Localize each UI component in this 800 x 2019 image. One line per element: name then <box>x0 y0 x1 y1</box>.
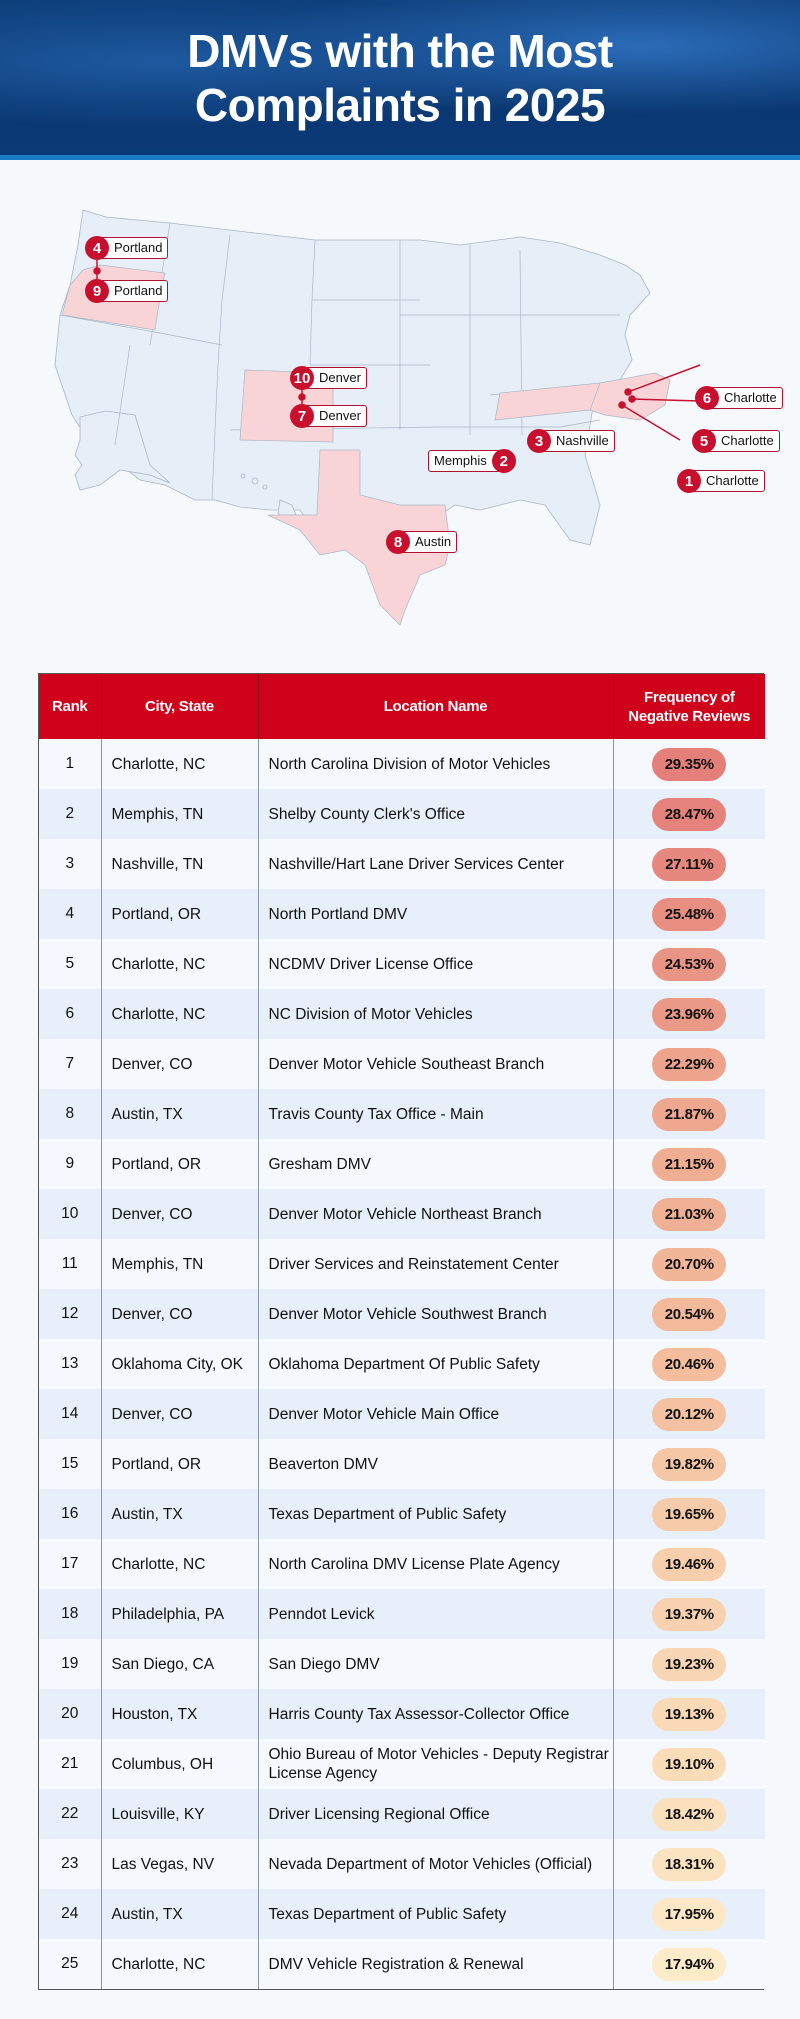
city-state-cell: Nashville, TN <box>101 839 258 889</box>
frequency-cell <box>613 1489 765 1539</box>
table-row <box>39 1439 765 1489</box>
frequency-cell <box>613 1939 765 1989</box>
rank-cell: 8 <box>39 1089 101 1139</box>
city-state-cell: Oklahoma City, OK <box>101 1339 258 1389</box>
frequency-pill: 19.37% <box>652 1598 726 1631</box>
table-row <box>39 1739 765 1789</box>
frequency-pill: 28.47% <box>652 798 726 831</box>
city-state-cell: Denver, CO <box>101 1389 258 1439</box>
location-name-cell: Gresham DMV <box>258 1139 613 1189</box>
frequency-cell <box>613 789 765 839</box>
location-name-cell: Oklahoma Department Of Public Safety <box>258 1339 613 1389</box>
rank-cell: 21 <box>39 1739 101 1789</box>
rank-cell: 24 <box>39 1889 101 1939</box>
rank-badge: 6 <box>695 386 719 410</box>
table-row <box>39 1189 765 1239</box>
city-label: Portland <box>97 280 168 302</box>
rank-cell: 25 <box>39 1939 101 1989</box>
rank-badge: 4 <box>85 236 109 260</box>
map-pin-rank-3 <box>527 430 615 452</box>
location-name-cell: Texas Department of Public Safety <box>258 1489 613 1539</box>
frequency-cell <box>613 1239 765 1289</box>
location-name-cell: Driver Services and Reinstatement Center <box>258 1239 613 1289</box>
city-label: Denver <box>302 367 367 389</box>
city-label: Nashville <box>539 430 615 452</box>
location-name-cell: Shelby County Clerk's Office <box>258 789 613 839</box>
location-name-cell: Denver Motor Vehicle Southeast Branch <box>258 1039 613 1089</box>
header-location-name: Location Name <box>258 674 613 739</box>
city-label: Portland <box>97 237 168 259</box>
city-state-cell: Austin, TX <box>101 1089 258 1139</box>
map-pin-rank-8 <box>386 531 457 553</box>
frequency-pill: 20.54% <box>652 1298 726 1331</box>
city-state-cell: Charlotte, NC <box>101 1939 258 1989</box>
frequency-cell <box>613 1789 765 1839</box>
frequency-pill: 19.13% <box>652 1698 726 1731</box>
table-row <box>39 939 765 989</box>
frequency-pill: 23.96% <box>652 998 726 1031</box>
city-state-cell: Charlotte, NC <box>101 989 258 1039</box>
table-row <box>39 1289 765 1339</box>
frequency-pill: 22.29% <box>652 1048 726 1081</box>
rank-cell: 4 <box>39 889 101 939</box>
frequency-pill: 19.10% <box>652 1748 726 1781</box>
frequency-pill: 17.95% <box>652 1898 726 1931</box>
city-state-cell: Houston, TX <box>101 1689 258 1739</box>
city-state-cell: Philadelphia, PA <box>101 1589 258 1639</box>
location-name-cell: Beaverton DMV <box>258 1439 613 1489</box>
map-pin-rank-9 <box>85 280 168 302</box>
location-name-cell: Travis County Tax Office - Main <box>258 1089 613 1139</box>
table-row <box>39 1539 765 1589</box>
header-banner <box>0 0 800 160</box>
map-pin-rank-7 <box>290 405 367 427</box>
rank-cell: 6 <box>39 989 101 1039</box>
frequency-cell <box>613 739 765 789</box>
frequency-cell <box>613 939 765 989</box>
rank-cell: 22 <box>39 1789 101 1839</box>
frequency-pill: 19.23% <box>652 1648 726 1681</box>
city-label: Austin <box>398 531 457 553</box>
table-row <box>39 1939 765 1989</box>
rank-badge: 1 <box>677 469 701 493</box>
table-row <box>39 1089 765 1139</box>
city-label: Memphis <box>428 450 504 472</box>
rank-cell: 9 <box>39 1139 101 1189</box>
frequency-pill: 18.42% <box>652 1798 726 1831</box>
rankings-table <box>38 673 764 1990</box>
location-name-cell: North Carolina DMV License Plate Agency <box>258 1539 613 1589</box>
header-frequency: Frequency of Negative Reviews <box>613 674 765 739</box>
location-name-cell: Nashville/Hart Lane Driver Services Center <box>258 839 613 889</box>
table-row <box>39 989 765 1039</box>
rank-badge: 5 <box>692 429 716 453</box>
city-label: Denver <box>302 405 367 427</box>
frequency-pill: 24.53% <box>652 948 726 981</box>
map-pin-rank-10 <box>290 367 367 389</box>
city-state-cell: Memphis, TN <box>101 1239 258 1289</box>
city-state-cell: San Diego, CA <box>101 1639 258 1689</box>
frequency-cell <box>613 1289 765 1339</box>
frequency-cell <box>613 1739 765 1789</box>
location-name-cell: Texas Department of Public Safety <box>258 1889 613 1939</box>
rank-cell: 20 <box>39 1689 101 1739</box>
rank-cell: 23 <box>39 1839 101 1889</box>
rank-cell: 12 <box>39 1289 101 1339</box>
city-state-cell: Denver, CO <box>101 1289 258 1339</box>
rank-cell: 15 <box>39 1439 101 1489</box>
frequency-cell <box>613 1639 765 1689</box>
rank-badge: 9 <box>85 279 109 303</box>
rank-cell: 10 <box>39 1189 101 1239</box>
city-label: Charlotte <box>689 470 765 492</box>
frequency-cell <box>613 1339 765 1389</box>
table-row <box>39 1239 765 1289</box>
table-row <box>39 739 765 789</box>
frequency-cell <box>613 1389 765 1439</box>
rank-cell: 17 <box>39 1539 101 1589</box>
location-name-cell: Denver Motor Vehicle Southwest Branch <box>258 1289 613 1339</box>
frequency-pill: 20.12% <box>652 1398 726 1431</box>
location-name-cell: Ohio Bureau of Motor Vehicles - Deputy Registrar License Agency <box>258 1739 613 1789</box>
frequency-cell <box>613 1839 765 1889</box>
frequency-pill: 21.03% <box>652 1198 726 1231</box>
city-label: Charlotte <box>707 387 783 409</box>
frequency-cell <box>613 989 765 1039</box>
frequency-cell <box>613 839 765 889</box>
city-state-cell: Las Vegas, NV <box>101 1839 258 1889</box>
city-label: Charlotte <box>704 430 780 452</box>
frequency-pill: 20.70% <box>652 1248 726 1281</box>
table-row <box>39 789 765 839</box>
table-row <box>39 1789 765 1839</box>
frequency-pill: 27.11% <box>652 848 726 881</box>
frequency-cell <box>613 1189 765 1239</box>
city-state-cell: Denver, CO <box>101 1189 258 1239</box>
city-state-cell: Portland, OR <box>101 889 258 939</box>
frequency-cell <box>613 1089 765 1139</box>
location-name-cell: North Portland DMV <box>258 889 613 939</box>
frequency-cell <box>613 1139 765 1189</box>
frequency-pill: 20.46% <box>652 1348 726 1381</box>
table-row <box>39 889 765 939</box>
table-row <box>39 1689 765 1739</box>
rank-cell: 11 <box>39 1239 101 1289</box>
frequency-pill: 17.94% <box>652 1948 726 1981</box>
frequency-pill: 19.65% <box>652 1498 726 1531</box>
frequency-pill: 21.87% <box>652 1098 726 1131</box>
city-state-cell: Denver, CO <box>101 1039 258 1089</box>
city-state-cell: Charlotte, NC <box>101 1539 258 1589</box>
frequency-pill: 19.82% <box>652 1448 726 1481</box>
table-row <box>39 1489 765 1539</box>
frequency-cell <box>613 1889 765 1939</box>
location-name-cell: Penndot Levick <box>258 1589 613 1639</box>
map-pin-rank-6 <box>695 387 783 409</box>
city-state-cell: Louisville, KY <box>101 1789 258 1839</box>
city-state-cell: Memphis, TN <box>101 789 258 839</box>
table-header-row <box>39 674 765 739</box>
location-name-cell: North Carolina Division of Motor Vehicles <box>258 739 613 789</box>
city-state-cell: Portland, OR <box>101 1439 258 1489</box>
frequency-cell <box>613 1039 765 1089</box>
rank-cell: 19 <box>39 1639 101 1689</box>
table-row <box>39 1639 765 1689</box>
frequency-pill: 29.35% <box>652 748 726 781</box>
location-name-cell: DMV Vehicle Registration & Renewal <box>258 1939 613 1989</box>
header-city-state: City, State <box>101 674 258 739</box>
rank-cell: 7 <box>39 1039 101 1089</box>
header-rank: Rank <box>39 674 101 739</box>
location-name-cell: Driver Licensing Regional Office <box>258 1789 613 1839</box>
map-pin-rank-1 <box>677 470 765 492</box>
frequency-cell <box>613 889 765 939</box>
table-row <box>39 1339 765 1389</box>
location-name-cell: NCDMV Driver License Office <box>258 939 613 989</box>
rank-cell: 14 <box>39 1389 101 1439</box>
table-row <box>39 1889 765 1939</box>
table-row <box>39 1139 765 1189</box>
location-name-cell: Denver Motor Vehicle Main Office <box>258 1389 613 1439</box>
location-name-cell: San Diego DMV <box>258 1639 613 1689</box>
table-row <box>39 1389 765 1439</box>
table-body <box>39 739 765 1989</box>
table-row <box>39 839 765 889</box>
rank-badge: 7 <box>290 404 314 428</box>
city-state-cell: Charlotte, NC <box>101 939 258 989</box>
us-map <box>0 165 800 645</box>
frequency-cell <box>613 1439 765 1489</box>
map-pin-rank-5 <box>692 430 780 452</box>
city-state-cell: Austin, TX <box>101 1489 258 1539</box>
rank-cell: 18 <box>39 1589 101 1639</box>
rank-badge: 10 <box>290 366 314 390</box>
table-row <box>39 1589 765 1639</box>
frequency-pill: 21.15% <box>652 1148 726 1181</box>
location-name-cell: Denver Motor Vehicle Northeast Branch <box>258 1189 613 1239</box>
rank-cell: 1 <box>39 739 101 789</box>
rank-badge: 3 <box>527 429 551 453</box>
city-state-cell: Charlotte, NC <box>101 739 258 789</box>
map-pin-rank-4 <box>85 237 168 259</box>
page-title: DMVs with the Most Complaints in 2025 <box>187 24 613 131</box>
frequency-pill: 19.46% <box>652 1548 726 1581</box>
rank-cell: 16 <box>39 1489 101 1539</box>
map-pin-rank-2 <box>428 450 516 472</box>
location-name-cell: NC Division of Motor Vehicles <box>258 989 613 1039</box>
frequency-cell <box>613 1539 765 1589</box>
city-state-cell: Austin, TX <box>101 1889 258 1939</box>
frequency-pill: 25.48% <box>652 898 726 931</box>
frequency-cell <box>613 1689 765 1739</box>
frequency-pill: 18.31% <box>652 1848 726 1881</box>
location-name-cell: Harris County Tax Assessor-Collector Office <box>258 1689 613 1739</box>
rank-cell: 2 <box>39 789 101 839</box>
rank-cell: 5 <box>39 939 101 989</box>
location-name-cell: Nevada Department of Motor Vehicles (Official) <box>258 1839 613 1889</box>
rank-cell: 13 <box>39 1339 101 1389</box>
table-row <box>39 1039 765 1089</box>
table-row <box>39 1839 765 1889</box>
city-state-cell: Columbus, OH <box>101 1739 258 1789</box>
rank-cell: 3 <box>39 839 101 889</box>
frequency-cell <box>613 1589 765 1639</box>
rank-badge: 8 <box>386 530 410 554</box>
rank-badge: 2 <box>492 449 516 473</box>
city-state-cell: Portland, OR <box>101 1139 258 1189</box>
